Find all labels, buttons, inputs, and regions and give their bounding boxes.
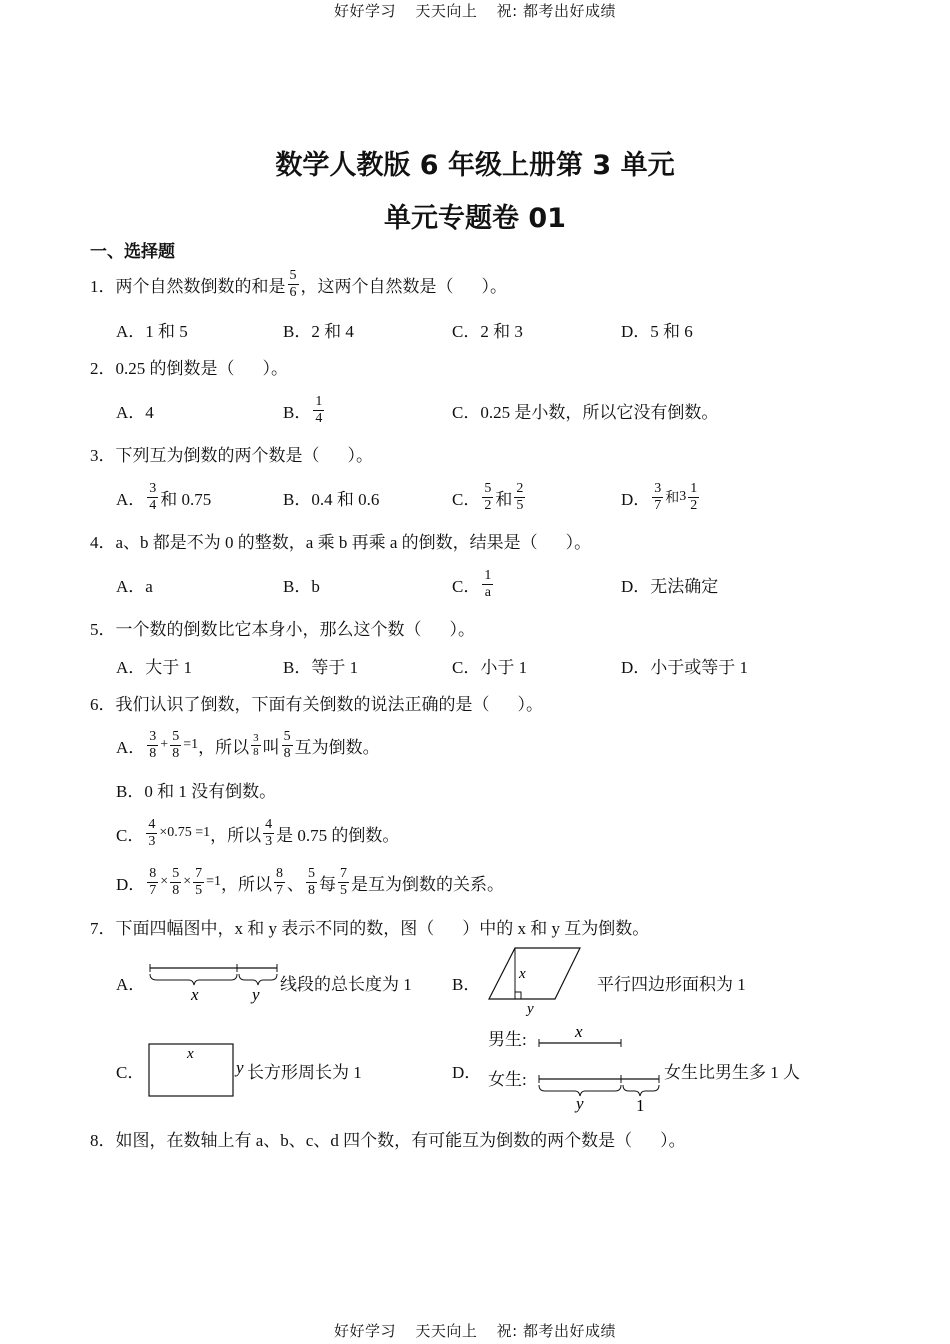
header-slogan-2: 天天向上	[415, 2, 478, 20]
q7-option-c[interactable]: C．	[116, 1062, 145, 1082]
q7-b-description: 平行四边形面积为 1	[597, 974, 746, 994]
q7-d-boys-label: 男生:	[488, 1029, 527, 1049]
q2-option-c[interactable]: C．0.25 是小数，所以它没有倒数。	[452, 402, 719, 422]
doc-subtitle: 单元专题卷 01	[384, 203, 566, 234]
q3-option-b[interactable]: B．0.4 和 0.6	[283, 489, 380, 509]
question-8: 8．如图，在数轴上有 a、b、c、d 四个数，有可能互为倒数的两个数是（ ）。	[90, 1130, 686, 1150]
q6-option-b[interactable]: B．0 和 1 没有倒数。	[116, 781, 277, 801]
svg-text:y: y	[236, 1058, 244, 1077]
q7-option-d[interactable]: D．	[452, 1062, 482, 1082]
q1-option-c[interactable]: C．2 和 3	[452, 321, 523, 341]
question-6: 6．我们认识了倒数，下面有关倒数的说法正确的是（ ）。	[90, 694, 543, 714]
question-4: 4．a、b 都是不为 0 的整数，a 乘 b 再乘 a 的倒数，结果是（ ）。	[90, 532, 592, 552]
parallelogram-diagram	[485, 945, 590, 1017]
q5-option-a[interactable]: A．大于 1	[116, 657, 193, 677]
question-1: 1．两个自然数倒数的和是 $\frac{5}{6}$ ，这两个自然数是（ ）。	[90, 267, 507, 300]
label-x: x	[191, 985, 199, 1004]
doc-title: 数学人教版 6 年级上册第 3 单元	[275, 150, 675, 181]
q4-option-d[interactable]: D．无法确定	[621, 576, 719, 596]
q3-option-d[interactable]: D． $\frac{3}{7}$ 和 3 $\frac{1}{2}$	[621, 480, 698, 513]
q4-option-a[interactable]: A．a	[116, 576, 153, 596]
q4-option-b[interactable]: B．b	[283, 576, 320, 596]
q1-option-d[interactable]: D．5 和 6	[621, 321, 693, 341]
footer-slogan-2: 天天向上	[415, 1322, 478, 1340]
question-3: 3．下列互为倒数的两个数是（ ）。	[90, 445, 373, 465]
q3-option-c[interactable]: C． $\frac{5}{2}$ 和 $\frac{2}{5}$	[452, 480, 524, 513]
svg-text:x: x	[519, 966, 526, 982]
q5-option-c[interactable]: C．小于 1	[452, 657, 528, 677]
section-heading: 一、选择题	[90, 242, 175, 262]
question-2: 2．0.25 的倒数是（ ）。	[90, 358, 288, 378]
label-y: y	[252, 985, 260, 1004]
svg-text:1: 1	[636, 1096, 645, 1115]
q2-option-a[interactable]: A．4	[116, 402, 154, 422]
q5-option-b[interactable]: B．等于 1	[283, 657, 359, 677]
q6-option-c[interactable]: C． $\frac{4}{3}$ ×0.75 =1 ，所以 $\frac{4}{3}$ 是 0.75 的倒数。	[116, 816, 400, 849]
rectangle-diagram	[145, 1040, 250, 1100]
q7-option-b[interactable]: B．	[452, 974, 481, 994]
footer-slogan-3: 祝: 都考出好成绩	[496, 1322, 616, 1340]
svg-text:x: x	[575, 1022, 583, 1041]
q1-option-b[interactable]: B．2 和 4	[283, 321, 354, 341]
svg-text:x: x	[187, 1046, 194, 1062]
q7-d-description: 女生比男生多 1 人	[664, 1062, 800, 1082]
q5-option-d[interactable]: D．小于或等于 1	[621, 657, 749, 677]
page-footer	[0, 1320, 950, 1341]
q7-d-girls-label: 女生:	[488, 1069, 527, 1089]
header-slogan-1: 好好学习	[334, 2, 397, 20]
page-header	[0, 0, 950, 21]
footer-slogan-1: 好好学习	[334, 1322, 397, 1340]
bar-diagram-d	[535, 1015, 665, 1115]
fraction: $\frac{5}{6}$	[289, 267, 297, 300]
header-slogan-3: 祝: 都考出好成绩	[496, 2, 616, 20]
q3-option-a[interactable]: A． $\frac{3}{4}$ 和 0.75	[116, 480, 212, 513]
svg-text:y: y	[576, 1094, 584, 1113]
q6-option-d[interactable]: D． $\frac{8}{7}$ × $\frac{5}{8}$ × $\frac{7}{5}$ =1 ，所以 $\frac{8}{7}$ 、 $\frac{5}{8}$ 每 $\frac{7}{5}$ 是互为倒数的关系。	[116, 865, 504, 898]
segment-diagram-a	[145, 960, 285, 1005]
q7-c-description: 长方形周长为 1	[247, 1062, 362, 1082]
q2-option-b[interactable]: B． $\frac{1}{4}$	[283, 393, 323, 426]
svg-text:y: y	[527, 1001, 534, 1017]
question-5: 5．一个数的倒数比它本身小，那么这个数（ ）。	[90, 619, 475, 639]
q4-option-c[interactable]: C． $\frac{1}{a}$	[452, 567, 492, 600]
question-7: 7．下面四幅图中，x 和 y 表示不同的数，图（ ）中的 x 和 y 互为倒数。	[90, 918, 650, 938]
q7-a-description: 线段的总长度为 1	[280, 974, 412, 994]
q7-option-a[interactable]: A．	[116, 974, 146, 994]
q1-option-a[interactable]: A．1 和 5	[116, 321, 188, 341]
q6-option-a[interactable]: A． $\frac{3}{8}$ + $\frac{5}{8}$ =1 ，所以 $\frac{3}{8}$ 叫 $\frac{5}{8}$ 互为倒数。	[116, 728, 380, 761]
